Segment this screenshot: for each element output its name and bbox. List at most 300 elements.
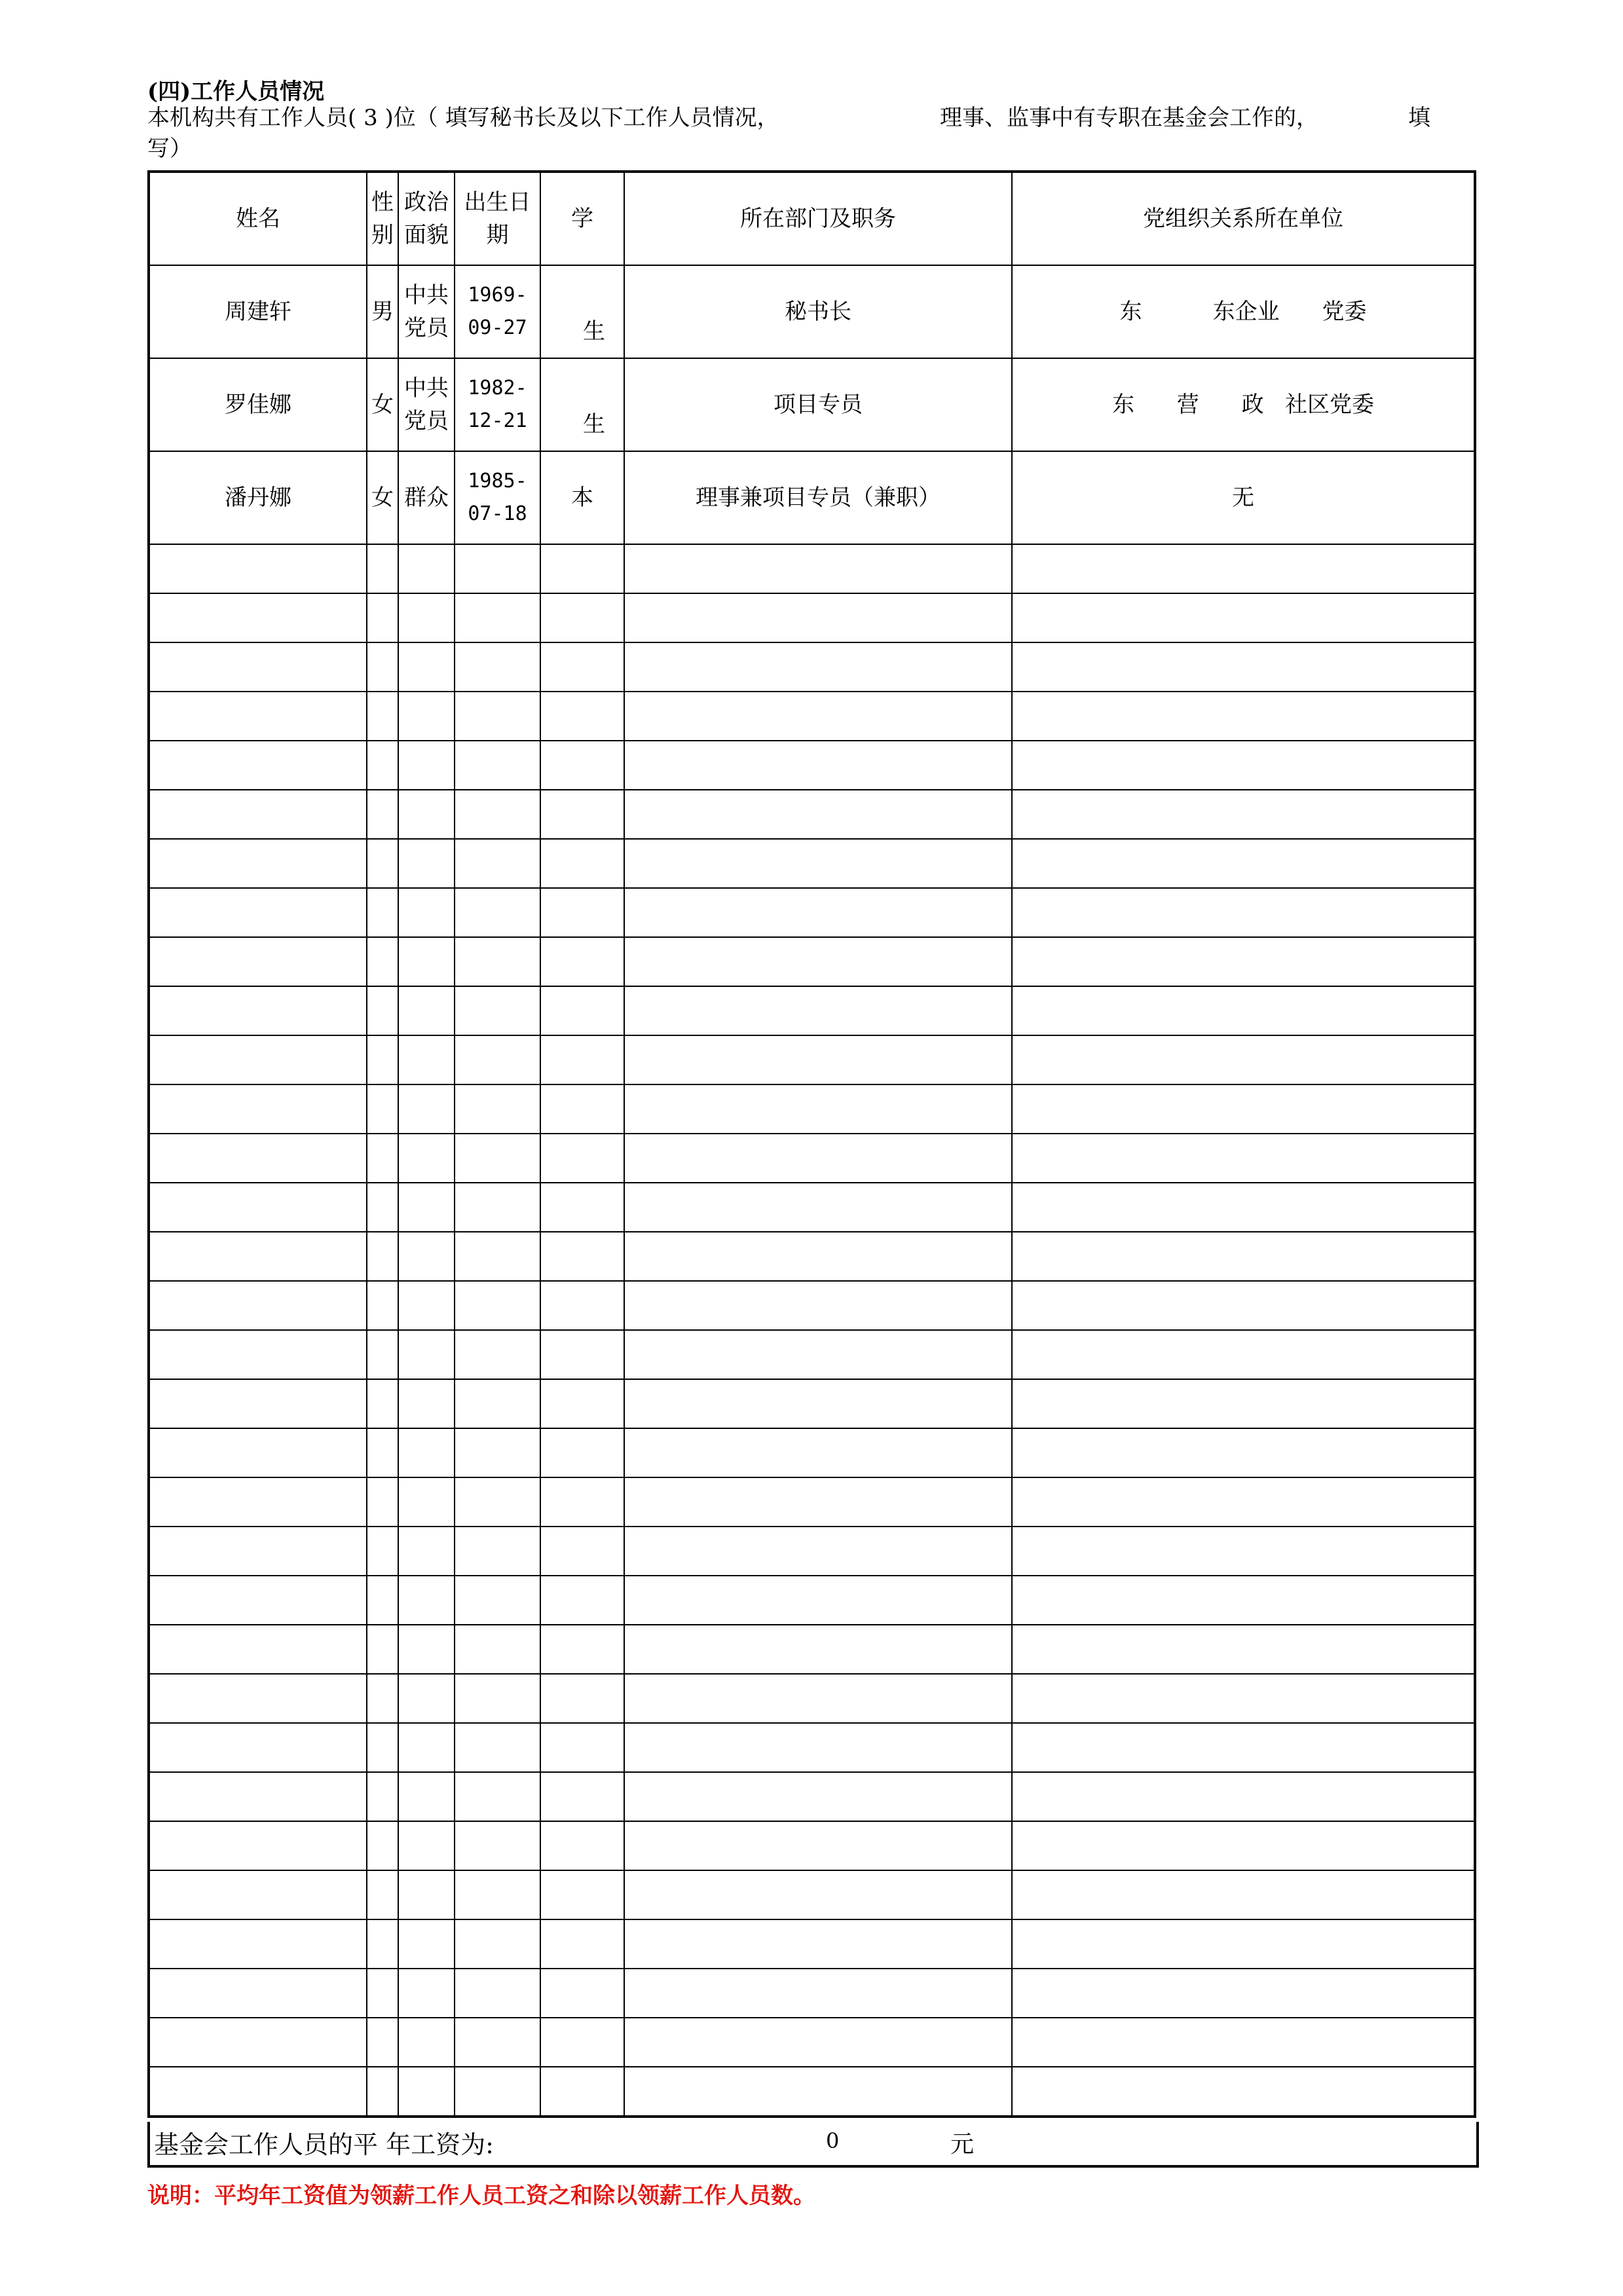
empty-cell	[455, 1134, 540, 1183]
cell-birth-line2: 12-21	[468, 409, 527, 432]
empty-cell	[398, 1084, 455, 1134]
cell-department: 理事兼项目专员（兼职）	[624, 451, 1012, 544]
empty-cell	[624, 1576, 1012, 1625]
empty-cell	[149, 1625, 367, 1674]
empty-cell	[367, 1281, 398, 1330]
cell-political-line2: 党员	[404, 315, 449, 341]
empty-cell	[540, 1232, 624, 1281]
intro-part-2: 理事、监事中有专职在基金会工作的，	[940, 105, 1318, 131]
empty-cell	[540, 1428, 624, 1477]
empty-cell	[367, 544, 398, 593]
empty-row	[149, 1576, 1475, 1625]
cell-gender: 男	[367, 265, 398, 358]
empty-row	[149, 544, 1475, 593]
header-birth	[455, 172, 540, 265]
empty-cell	[540, 1969, 624, 2018]
empty-cell	[149, 1969, 367, 2018]
empty-cell	[624, 937, 1012, 986]
empty-cell	[398, 741, 455, 790]
header-political-line2: 面貌	[404, 222, 449, 248]
empty-cell	[398, 1134, 455, 1183]
empty-cell	[624, 1035, 1012, 1084]
cell-party-unit: 东 东企业 党委	[1012, 265, 1475, 358]
empty-row	[149, 888, 1475, 937]
empty-cell	[398, 1379, 455, 1428]
empty-cell	[398, 544, 455, 593]
empty-cell	[149, 1281, 367, 1330]
empty-cell	[624, 1379, 1012, 1428]
empty-cell	[1012, 1134, 1475, 1183]
empty-row	[149, 1527, 1475, 1576]
empty-cell	[624, 1969, 1012, 2018]
empty-cell	[367, 1084, 398, 1134]
cell-political: 群众	[398, 451, 455, 544]
empty-row	[149, 2067, 1475, 2117]
header-birth-line1: 出生日	[464, 189, 531, 215]
empty-cell	[1012, 1576, 1475, 1625]
empty-cell	[1012, 986, 1475, 1035]
empty-row	[149, 692, 1475, 741]
empty-cell	[540, 1134, 624, 1183]
empty-cell	[624, 1821, 1012, 1870]
empty-cell	[624, 1772, 1012, 1821]
empty-cell	[1012, 888, 1475, 937]
empty-cell	[540, 1527, 624, 1576]
intro-part-4: 写）	[147, 136, 192, 162]
empty-row	[149, 1281, 1475, 1330]
cell-birth	[455, 451, 540, 544]
empty-row	[149, 986, 1475, 1035]
empty-row	[149, 1035, 1475, 1084]
cell-birth-line2: 07-18	[468, 502, 527, 525]
empty-cell	[149, 1772, 367, 1821]
empty-cell	[149, 1527, 367, 1576]
empty-cell	[624, 1084, 1012, 1134]
empty-cell	[149, 1576, 367, 1625]
empty-cell	[367, 1969, 398, 2018]
empty-cell	[1012, 1969, 1475, 2018]
empty-cell	[624, 1134, 1012, 1183]
empty-cell	[398, 888, 455, 937]
empty-row	[149, 1772, 1475, 1821]
empty-cell	[149, 1723, 367, 1772]
empty-cell	[149, 544, 367, 593]
empty-cell	[455, 1428, 540, 1477]
empty-cell	[149, 1477, 367, 1527]
cell-political	[398, 358, 455, 451]
cell-department: 秘书长	[624, 265, 1012, 358]
empty-cell	[367, 2018, 398, 2067]
empty-cell	[398, 1232, 455, 1281]
empty-row	[149, 937, 1475, 986]
empty-row	[149, 1232, 1475, 1281]
empty-cell	[367, 642, 398, 692]
empty-cell	[624, 1232, 1012, 1281]
empty-cell	[540, 741, 624, 790]
empty-cell	[149, 1379, 367, 1428]
empty-cell	[398, 1723, 455, 1772]
table-row	[149, 265, 1475, 358]
header-gender-line1: 性	[371, 189, 394, 215]
empty-cell	[398, 1919, 455, 1969]
empty-cell	[149, 1821, 367, 1870]
empty-cell	[540, 2067, 624, 2117]
empty-cell	[398, 1969, 455, 2018]
empty-cell	[624, 1870, 1012, 1919]
empty-cell	[455, 1379, 540, 1428]
empty-row	[149, 1625, 1475, 1674]
empty-cell	[624, 1183, 1012, 1232]
empty-cell	[540, 1477, 624, 1527]
empty-cell	[540, 986, 624, 1035]
empty-cell	[455, 1772, 540, 1821]
empty-cell	[455, 1527, 540, 1576]
empty-cell	[1012, 1379, 1475, 1428]
cell-gender: 女	[367, 358, 398, 451]
empty-cell	[1012, 790, 1475, 839]
empty-cell	[540, 1625, 624, 1674]
empty-row	[149, 1477, 1475, 1527]
empty-cell	[540, 790, 624, 839]
empty-cell	[455, 1870, 540, 1919]
empty-cell	[1012, 1821, 1475, 1870]
empty-cell	[367, 1232, 398, 1281]
empty-cell	[1012, 1527, 1475, 1576]
empty-cell	[455, 1723, 540, 1772]
empty-row	[149, 1969, 1475, 2018]
empty-cell	[149, 790, 367, 839]
empty-cell	[367, 790, 398, 839]
empty-cell	[367, 1674, 398, 1723]
empty-cell	[398, 1183, 455, 1232]
empty-cell	[149, 741, 367, 790]
empty-cell	[455, 692, 540, 741]
empty-cell	[398, 1625, 455, 1674]
empty-cell	[367, 1477, 398, 1527]
header-gender	[367, 172, 398, 265]
cell-party-unit: 无	[1012, 451, 1475, 544]
empty-cell	[624, 790, 1012, 839]
empty-cell	[367, 1527, 398, 1576]
header-department: 所在部门及职务	[624, 172, 1012, 265]
empty-cell	[149, 2067, 367, 2117]
empty-cell	[367, 1035, 398, 1084]
empty-cell	[624, 1527, 1012, 1576]
empty-cell	[455, 2018, 540, 2067]
empty-cell	[455, 1281, 540, 1330]
header-birth-line2: 期	[486, 222, 509, 248]
empty-cell	[455, 1035, 540, 1084]
cell-party-unit: 东 营 政 社区党委	[1012, 358, 1475, 451]
empty-cell	[1012, 1084, 1475, 1134]
empty-cell	[149, 1428, 367, 1477]
intro-part-1: 本机构共有工作人员( 3 )位（ 填写秘书长及以下工作人员情况，	[147, 105, 779, 131]
empty-cell	[540, 593, 624, 642]
empty-cell	[1012, 544, 1475, 593]
empty-cell	[398, 2067, 455, 2117]
empty-cell	[367, 1183, 398, 1232]
empty-row	[149, 1919, 1475, 1969]
empty-cell	[398, 1527, 455, 1576]
empty-cell	[455, 741, 540, 790]
empty-row	[149, 1330, 1475, 1379]
empty-cell	[455, 1330, 540, 1379]
empty-cell	[367, 1134, 398, 1183]
empty-cell	[455, 1232, 540, 1281]
empty-cell	[1012, 1477, 1475, 1527]
empty-cell	[1012, 839, 1475, 888]
empty-cell	[540, 1772, 624, 1821]
empty-row	[149, 839, 1475, 888]
empty-cell	[398, 1035, 455, 1084]
empty-row	[149, 642, 1475, 692]
empty-cell	[624, 1919, 1012, 1969]
empty-cell	[367, 1772, 398, 1821]
empty-cell	[540, 1035, 624, 1084]
empty-cell	[367, 1821, 398, 1870]
empty-cell	[455, 839, 540, 888]
empty-cell	[367, 1625, 398, 1674]
empty-row	[149, 741, 1475, 790]
empty-row	[149, 1821, 1475, 1870]
table-row	[149, 358, 1475, 451]
empty-cell	[149, 1870, 367, 1919]
cell-birth-line1: 1969-	[468, 284, 527, 306]
empty-cell	[149, 937, 367, 986]
empty-cell	[1012, 1183, 1475, 1232]
cell-name: 罗佳娜	[149, 358, 367, 451]
empty-cell	[624, 986, 1012, 1035]
empty-cell	[624, 2018, 1012, 2067]
empty-cell	[540, 888, 624, 937]
table-row	[149, 451, 1475, 544]
empty-cell	[624, 1723, 1012, 1772]
header-row	[149, 172, 1475, 265]
empty-row	[149, 790, 1475, 839]
empty-cell	[398, 937, 455, 986]
empty-row	[149, 1870, 1475, 1919]
empty-cell	[455, 1674, 540, 1723]
empty-cell	[540, 839, 624, 888]
empty-cell	[1012, 2018, 1475, 2067]
empty-cell	[624, 1477, 1012, 1527]
empty-cell	[540, 1576, 624, 1625]
header-education: 学	[540, 172, 624, 265]
empty-cell	[398, 1281, 455, 1330]
header-party-unit: 党组织关系所在单位	[1012, 172, 1475, 265]
empty-cell	[624, 1330, 1012, 1379]
empty-row	[149, 1134, 1475, 1183]
empty-cell	[1012, 741, 1475, 790]
empty-cell	[624, 544, 1012, 593]
average-salary-value: 0	[826, 2128, 840, 2153]
empty-cell	[367, 741, 398, 790]
empty-cell	[540, 1674, 624, 1723]
empty-cell	[624, 593, 1012, 642]
empty-cell	[398, 986, 455, 1035]
empty-cell	[149, 1232, 367, 1281]
cell-political-line1: 中共	[404, 282, 449, 308]
header-political-line1: 政治	[404, 189, 449, 215]
empty-cell	[149, 1134, 367, 1183]
empty-cell	[455, 888, 540, 937]
empty-cell	[1012, 1723, 1475, 1772]
cell-political-line1: 中共	[404, 375, 449, 401]
empty-cell	[455, 642, 540, 692]
empty-cell	[455, 1919, 540, 1969]
empty-cell	[540, 937, 624, 986]
empty-cell	[540, 1919, 624, 1969]
explanation-note: 说明：平均年工资值为领薪工作人员工资之和除以领薪工作人员数。	[147, 2183, 815, 2209]
empty-cell	[455, 1183, 540, 1232]
cell-education-text: 生	[583, 318, 605, 344]
empty-cell	[624, 1428, 1012, 1477]
empty-cell	[149, 1084, 367, 1134]
empty-cell	[398, 1821, 455, 1870]
cell-department: 项目专员	[624, 358, 1012, 451]
empty-cell	[149, 1330, 367, 1379]
empty-cell	[398, 642, 455, 692]
intro-text	[147, 103, 1464, 164]
cell-education	[540, 265, 624, 358]
empty-cell	[149, 1674, 367, 1723]
empty-cell	[455, 1576, 540, 1625]
cell-education-text: 生	[583, 411, 605, 437]
empty-cell	[149, 2018, 367, 2067]
empty-cell	[1012, 1772, 1475, 1821]
empty-cell	[398, 1576, 455, 1625]
header-name: 姓名	[149, 172, 367, 265]
empty-cell	[455, 790, 540, 839]
empty-cell	[149, 593, 367, 642]
empty-cell	[367, 1330, 398, 1379]
empty-cell	[540, 1281, 624, 1330]
empty-cell	[398, 2018, 455, 2067]
empty-cell	[1012, 692, 1475, 741]
header-gender-line2: 别	[371, 222, 394, 248]
empty-cell	[367, 986, 398, 1035]
empty-cell	[1012, 1035, 1475, 1084]
empty-cell	[149, 642, 367, 692]
empty-cell	[149, 1183, 367, 1232]
empty-cell	[367, 2067, 398, 2117]
cell-gender: 女	[367, 451, 398, 544]
empty-row	[149, 1674, 1475, 1723]
cell-birth-line1: 1985-	[468, 470, 527, 492]
empty-cell	[1012, 1330, 1475, 1379]
staff-table	[147, 170, 1476, 2118]
empty-row	[149, 1428, 1475, 1477]
cell-name: 周建轩	[149, 265, 367, 358]
empty-cell	[367, 1379, 398, 1428]
empty-row	[149, 1084, 1475, 1134]
empty-cell	[367, 839, 398, 888]
empty-cell	[1012, 1428, 1475, 1477]
empty-cell	[455, 1084, 540, 1134]
cell-name: 潘丹娜	[149, 451, 367, 544]
average-salary-label: 基金会工作人员的平 年工资为:	[154, 2130, 494, 2159]
empty-cell	[149, 888, 367, 937]
empty-cell	[540, 544, 624, 593]
empty-cell	[1012, 937, 1475, 986]
empty-cell	[367, 1870, 398, 1919]
cell-birth	[455, 358, 540, 451]
empty-cell	[149, 692, 367, 741]
empty-cell	[455, 937, 540, 986]
empty-cell	[624, 1625, 1012, 1674]
empty-cell	[367, 692, 398, 741]
empty-cell	[1012, 593, 1475, 642]
section-title: (四)工作人员情况	[147, 79, 325, 105]
empty-cell	[1012, 642, 1475, 692]
intro-part-3: 填	[1408, 105, 1430, 131]
empty-cell	[367, 1919, 398, 1969]
empty-cell	[540, 1870, 624, 1919]
empty-cell	[398, 1428, 455, 1477]
empty-row	[149, 1379, 1475, 1428]
empty-cell	[1012, 1281, 1475, 1330]
empty-cell	[455, 544, 540, 593]
empty-cell	[540, 1183, 624, 1232]
cell-birth-line2: 09-27	[468, 316, 527, 339]
empty-cell	[1012, 1919, 1475, 1969]
empty-cell	[624, 692, 1012, 741]
empty-cell	[398, 1870, 455, 1919]
empty-cell	[367, 593, 398, 642]
cell-birth	[455, 265, 540, 358]
empty-cell	[367, 888, 398, 937]
empty-row	[149, 593, 1475, 642]
empty-cell	[398, 1674, 455, 1723]
empty-cell	[149, 986, 367, 1035]
empty-cell	[1012, 1232, 1475, 1281]
cell-political-line2: 党员	[404, 408, 449, 434]
header-political	[398, 172, 455, 265]
empty-cell	[540, 642, 624, 692]
empty-cell	[540, 1379, 624, 1428]
empty-cell	[455, 1625, 540, 1674]
empty-cell	[624, 741, 1012, 790]
empty-cell	[398, 593, 455, 642]
empty-cell	[624, 1281, 1012, 1330]
empty-cell	[1012, 2067, 1475, 2117]
empty-cell	[1012, 1870, 1475, 1919]
empty-cell	[149, 1919, 367, 1969]
cell-education: 本	[540, 451, 624, 544]
empty-cell	[540, 1330, 624, 1379]
empty-cell	[455, 593, 540, 642]
empty-cell	[455, 2067, 540, 2117]
empty-cell	[624, 888, 1012, 937]
empty-cell	[149, 839, 367, 888]
empty-row	[149, 2018, 1475, 2067]
cell-education	[540, 358, 624, 451]
empty-cell	[540, 1821, 624, 1870]
empty-cell	[624, 2067, 1012, 2117]
empty-cell	[540, 692, 624, 741]
empty-cell	[1012, 1625, 1475, 1674]
empty-cell	[1012, 1674, 1475, 1723]
average-salary-unit: 元	[950, 2131, 975, 2158]
empty-row	[149, 1183, 1475, 1232]
empty-cell	[455, 1477, 540, 1527]
empty-row	[149, 1723, 1475, 1772]
empty-cell	[398, 692, 455, 741]
empty-cell	[367, 937, 398, 986]
cell-political	[398, 265, 455, 358]
empty-cell	[540, 1723, 624, 1772]
empty-cell	[398, 1477, 455, 1527]
